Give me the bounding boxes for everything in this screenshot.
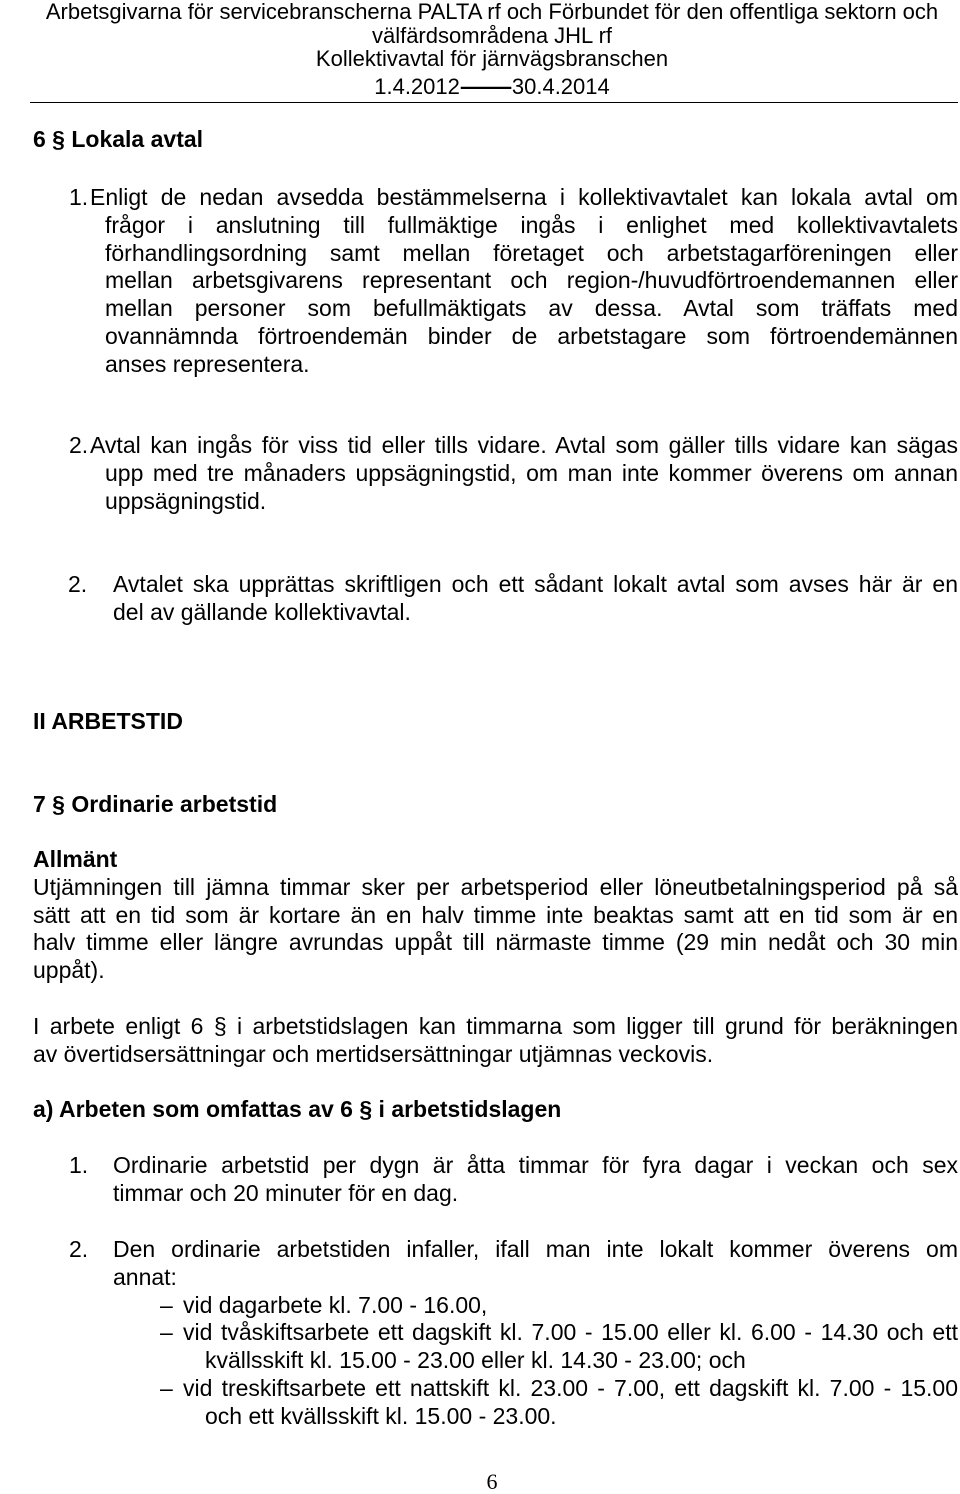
header-parties-line: Arbetsgivarna för servicebranscherna PALTA rf och Förbundet för den offentliga sektorn och — [45, 0, 939, 24]
paragraph-line: del av gällande kollektivavtal. — [113, 598, 411, 625]
paragraph-line: ovannämnda förtroendemän binder de arbetstagare som förtroendemännen — [105, 322, 958, 349]
section-6-item-2 — [69, 432, 958, 515]
section-6-item-3 — [68, 571, 958, 627]
dash-marker: – — [160, 1291, 173, 1318]
paragraph-line: Avtalet ska upprättas skriftligen och ett sådant lokalt avtal som avses här är en — [113, 571, 958, 597]
chapter-heading: II ARBETSTID — [33, 708, 183, 734]
paragraph-line: mellan arbetsgivarens representant och region-/huvudförtroendemannen eller — [105, 267, 958, 294]
section-7-heading: 7 § Ordinarie arbetstid — [33, 791, 278, 817]
item-number: 1. — [69, 184, 89, 210]
header-validity-period — [24, 75, 960, 99]
validity-date-separator: — — [460, 73, 512, 99]
document-header — [24, 0, 960, 98]
dash-list-item-two-shift — [160, 1319, 958, 1375]
paragraph-line: sätt att en tid som är kortare än en halv timme inte beaktas samt att en tid som är en — [33, 901, 958, 928]
general-subheading: Allmänt — [33, 846, 118, 872]
header-divider — [30, 102, 958, 103]
paragraph-line: Utjämningen till jämna timmar sker per arbetsperiod eller löneutbetalningsperiod på så — [33, 873, 958, 900]
header-agreement-title: Kollektivavtal för järnvägsbranschen — [315, 46, 669, 72]
paragraph-line: vid dagarbete kl. 7.00 - 16.00, — [183, 1291, 488, 1318]
header-parties-line-2: välfärdsområdena JHL rf — [371, 22, 613, 48]
paragraph-line: frågor i anslutning till fullmäktige ingås i enlighet med kollektivavtalets — [105, 211, 958, 238]
list-item-2 — [69, 1236, 958, 1431]
paragraph-line: uppsägningstid. — [105, 487, 267, 514]
paragraph-line: I arbete enligt 6 § i arbetstidslagen kan timmarna som ligger till grund för beräkningen — [33, 1013, 958, 1039]
list-item-1 — [69, 1152, 958, 1208]
paragraph-line: uppåt). — [33, 957, 105, 984]
paragraph-line: Avtal kan ingås för viss tid eller tills vidare. Avtal som gäller tills vidare kan sägas — [90, 432, 958, 458]
section-6-item-1 — [69, 184, 958, 379]
paragraph-line: Enligt de nedan avsedda bestämmelserna i kollektivavtalet kan lokala avtal om — [90, 184, 958, 210]
paragraph-line: Ordinarie arbetstid per dygn är åtta timmar för fyra dagar i veckan och sex — [113, 1152, 958, 1178]
dash-marker: – — [160, 1374, 173, 1401]
paragraph-line: förhandlingsordning samt mellan företaget och arbetstagarföreningen eller — [105, 239, 958, 266]
paragraph-line: Den ordinarie arbetstiden infaller, ifall man inte lokalt kommer överens om — [113, 1236, 958, 1262]
dash-marker: – — [160, 1319, 173, 1346]
equalization-paragraph — [33, 1013, 958, 1069]
paragraph-line: och ett kvällsskift kl. 15.00 - 23.00. — [205, 1402, 557, 1429]
paragraph-line: mellan personer som befullmäktigats av dessa. Avtal som träffats med — [105, 295, 958, 322]
dash-list-item-three-shift — [160, 1374, 958, 1431]
item-number: 2. — [68, 571, 88, 597]
paragraph-line: annat: — [113, 1263, 177, 1290]
paragraph-line: av övertidsersättningar och mertidsersättningar utjämnas veckovis. — [33, 1040, 714, 1067]
validity-start-date: 1.4.2012 — [374, 73, 460, 99]
item-number: 2. — [69, 1236, 89, 1262]
paragraph-line: vid tvåskiftsarbete ett dagskift kl. 7.00 - 15.00 eller kl. 6.00 - 14.30 och ett — [183, 1319, 958, 1346]
paragraph-line: timmar och 20 minuter för en dag. — [113, 1179, 459, 1206]
item-number: 2. — [69, 432, 89, 458]
item-number: 1. — [69, 1152, 89, 1178]
dash-list-item-day-work — [160, 1291, 958, 1320]
paragraph-line: anses representera. — [105, 350, 310, 377]
subheading-a: a) Arbeten som omfattas av 6 § i arbetstidslagen — [33, 1096, 562, 1122]
page-number: 6 — [486, 1469, 498, 1494]
general-section — [33, 846, 958, 985]
paragraph-line: halv timme eller längre avrundas uppåt till närmaste timme (29 min nedåt och 30 min — [33, 929, 958, 956]
paragraph-line: vid treskiftsarbete ett nattskift kl. 23.00 - 7.00, ett dagskift kl. 7.00 - 15.00 — [183, 1374, 958, 1401]
paragraph-line: upp med tre månaders uppsägningstid, om man inte kommer överens om annan — [105, 459, 958, 486]
section-6-heading: 6 § Lokala avtal — [33, 126, 204, 152]
paragraph-line: kvällsskift kl. 15.00 - 23.00 eller kl. 14.30 - 23.00; och — [205, 1347, 746, 1374]
validity-end-date: 30.4.2014 — [511, 73, 610, 99]
